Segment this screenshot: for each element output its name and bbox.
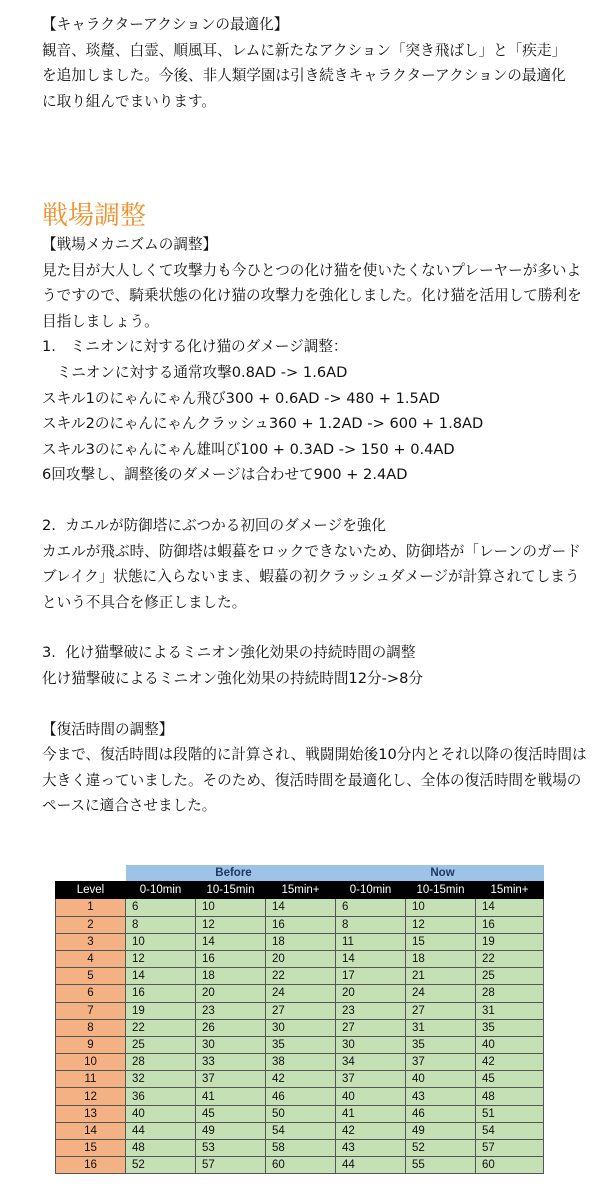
group-header-before: Before — [126, 865, 336, 882]
respawn-time-cell: 30 — [266, 1019, 336, 1036]
level-cell: 8 — [56, 1019, 126, 1036]
respawn-line-2: 大きく違っていました。そのため、復活時間を最適化し、全体の復活時間を戦場の — [42, 771, 582, 789]
respawn-time-cell: 19 — [476, 933, 544, 950]
respawn-time-cell: 17 — [336, 968, 406, 985]
battlefield-subheading: 【戦場メカニズムの調整】 — [42, 236, 218, 253]
respawn-time-cell: 34 — [336, 1054, 406, 1071]
column-header: 15min+ — [266, 882, 336, 899]
respawn-time-cell: 27 — [266, 1002, 336, 1019]
section-character-actions — [42, 12, 602, 114]
respawn-time-cell: 43 — [336, 1140, 406, 1157]
table-row — [56, 933, 544, 950]
respawn-time-cell: 49 — [406, 1122, 476, 1139]
respawn-time-cell: 42 — [336, 1122, 406, 1139]
respawn-time-cell: 40 — [406, 1071, 476, 1088]
respawn-time-cell: 16 — [476, 916, 544, 933]
table-row — [56, 1036, 544, 1053]
respawn-time-cell: 37 — [196, 1071, 266, 1088]
respawn-time-cell: 20 — [266, 950, 336, 967]
respawn-time-cell: 10 — [406, 899, 476, 916]
respawn-time-cell: 35 — [406, 1036, 476, 1053]
table-row — [56, 916, 544, 933]
level-cell: 9 — [56, 1036, 126, 1053]
respawn-time-cell: 26 — [196, 1019, 266, 1036]
respawn-time-cell: 12 — [196, 916, 266, 933]
respawn-time-cell: 54 — [266, 1122, 336, 1139]
character-actions-line-2: を追加しました。今後、非人類学園は引き続きキャラクターアクションの最適化 — [42, 67, 566, 85]
respawn-time-cell: 20 — [196, 985, 266, 1002]
table-row — [56, 950, 544, 967]
column-header: 10-15min — [196, 882, 266, 899]
item2-line-4: という不具合を修正しました。 — [42, 593, 247, 611]
respawn-time-table — [55, 865, 544, 1174]
column-header: 0-10min — [336, 882, 406, 899]
respawn-time-cell: 18 — [406, 950, 476, 967]
respawn-time-cell: 23 — [336, 1002, 406, 1019]
respawn-time-cell: 21 — [406, 968, 476, 985]
table-row — [56, 985, 544, 1002]
respawn-time-cell: 38 — [266, 1054, 336, 1071]
table-column-header-row — [56, 882, 544, 899]
item3-line-1: 3. 化け猫撃破によるミニオン強化効果の持続時間の調整 — [42, 644, 416, 662]
table-row — [56, 1122, 544, 1139]
respawn-time-cell: 36 — [126, 1088, 196, 1105]
respawn-time-cell: 27 — [406, 1002, 476, 1019]
item1-line-1: 1. ミニオンに対する化け猫のダメージ調整： — [42, 338, 348, 356]
level-cell: 14 — [56, 1122, 126, 1139]
respawn-time-cell: 18 — [266, 933, 336, 950]
respawn-time-cell: 14 — [126, 968, 196, 985]
column-header: Level — [56, 882, 126, 899]
respawn-time-cell: 12 — [406, 916, 476, 933]
level-cell: 16 — [56, 1157, 126, 1174]
respawn-time-cell: 42 — [476, 1054, 544, 1071]
level-cell: 1 — [56, 899, 126, 916]
respawn-time-cell: 41 — [336, 1105, 406, 1122]
respawn-time-cell: 46 — [266, 1088, 336, 1105]
respawn-line-1: 今まで、復活時間は段階的に計算され、戦闘開始後10分内とそれ以降の復活時間は — [42, 746, 587, 764]
item2-line-2: カエルが飛ぶ時、防御塔は蝦蟇をロックできないため、防御塔が「レーンのガード — [42, 542, 581, 560]
respawn-time-cell: 16 — [266, 916, 336, 933]
respawn-time-cell: 22 — [476, 950, 544, 967]
respawn-time-cell: 24 — [266, 985, 336, 1002]
respawn-time-cell: 44 — [126, 1122, 196, 1139]
respawn-time-cell: 43 — [406, 1088, 476, 1105]
respawn-time-cell: 10 — [126, 933, 196, 950]
respawn-time-cell: 37 — [336, 1071, 406, 1088]
character-actions-line-1: 観音、琰釐、白霊、順風耳、レムに新たなアクション「突き飛ばし」と「疾走」 — [42, 41, 567, 59]
respawn-time-cell: 10 — [196, 899, 266, 916]
respawn-time-cell: 60 — [476, 1157, 544, 1174]
respawn-time-cell: 14 — [336, 950, 406, 967]
item1-line-3: スキル1のにゃんにゃん飛び300 + 0.6AD -> 480 + 1.5AD — [42, 389, 441, 407]
respawn-time-cell: 60 — [266, 1157, 336, 1174]
respawn-time-cell: 50 — [266, 1105, 336, 1122]
respawn-time-cell: 14 — [196, 933, 266, 950]
respawn-time-cell: 33 — [196, 1054, 266, 1071]
level-cell: 7 — [56, 1002, 126, 1019]
character-actions-subheading: 【キャラクターアクションの最適化】 — [42, 16, 289, 33]
respawn-subheading: 【復活時間の調整】 — [42, 720, 174, 738]
table-row — [56, 1105, 544, 1122]
level-cell: 12 — [56, 1088, 126, 1105]
respawn-time-cell: 53 — [196, 1140, 266, 1157]
respawn-time-cell: 41 — [196, 1088, 266, 1105]
respawn-time-cell: 57 — [196, 1157, 266, 1174]
respawn-line-3: ペースに適合させました。 — [42, 797, 217, 815]
level-cell: 13 — [56, 1105, 126, 1122]
level-cell: 3 — [56, 933, 126, 950]
respawn-time-cell: 20 — [336, 985, 406, 1002]
respawn-time-cell: 45 — [196, 1105, 266, 1122]
item3-line-2: 化け猫撃破によるミニオン強化効果の持続時間12分->8分 — [42, 669, 424, 687]
respawn-time-cell: 8 — [336, 916, 406, 933]
table-row — [56, 899, 544, 916]
respawn-time-cell: 46 — [406, 1105, 476, 1122]
respawn-time-cell: 14 — [266, 899, 336, 916]
respawn-time-cell: 8 — [126, 916, 196, 933]
respawn-time-cell: 35 — [266, 1036, 336, 1053]
respawn-time-cell: 23 — [196, 1002, 266, 1019]
item1-line-6: 6回攻撃し、調整後のダメージは合わせて900 + 2.4AD — [42, 466, 408, 484]
section-battlefield — [42, 200, 602, 819]
respawn-time-cell: 31 — [406, 1019, 476, 1036]
table-body — [56, 899, 544, 1174]
column-header: 0-10min — [126, 882, 196, 899]
respawn-time-cell: 48 — [476, 1088, 544, 1105]
table-row — [56, 1088, 544, 1105]
group-header-now: Now — [336, 865, 544, 882]
respawn-time-cell: 40 — [336, 1088, 406, 1105]
respawn-time-cell: 25 — [476, 968, 544, 985]
table-row — [56, 1157, 544, 1174]
table-row — [56, 1002, 544, 1019]
respawn-time-cell: 14 — [476, 899, 544, 916]
item1-line-2: ミニオンに対する通常攻撃0.8AD -> 1.6AD — [42, 363, 348, 381]
respawn-time-cell: 42 — [266, 1071, 336, 1088]
battlefield-heading: 戦場調整 — [42, 201, 147, 231]
respawn-time-cell: 37 — [406, 1054, 476, 1071]
respawn-time-cell: 52 — [126, 1157, 196, 1174]
respawn-time-cell: 15 — [406, 933, 476, 950]
respawn-time-cell: 11 — [336, 933, 406, 950]
table-group-header-row — [56, 865, 544, 882]
respawn-time-cell: 55 — [406, 1157, 476, 1174]
level-cell: 10 — [56, 1054, 126, 1071]
respawn-time-cell: 48 — [126, 1140, 196, 1157]
respawn-time-cell: 52 — [406, 1140, 476, 1157]
item2-line-1: 2. カエルが防御塔にぶつかる初回のダメージを強化 — [42, 516, 386, 534]
column-header: 10-15min — [406, 882, 476, 899]
respawn-time-cell: 19 — [126, 1002, 196, 1019]
character-actions-line-3: に取り組んでまいります。 — [42, 92, 216, 110]
respawn-time-cell: 22 — [126, 1019, 196, 1036]
table-row — [56, 1019, 544, 1036]
respawn-time-cell: 6 — [126, 899, 196, 916]
respawn-time-cell: 28 — [126, 1054, 196, 1071]
respawn-time-cell: 44 — [336, 1157, 406, 1174]
respawn-time-cell: 6 — [336, 899, 406, 916]
respawn-time-cell: 40 — [476, 1036, 544, 1053]
respawn-time-cell: 57 — [476, 1140, 544, 1157]
respawn-time-cell: 12 — [126, 950, 196, 967]
level-cell: 2 — [56, 916, 126, 933]
respawn-time-cell: 16 — [126, 985, 196, 1002]
item1-line-5: スキル3のにゃんにゃん雄叫び100 + 0.3AD -> 150 + 0.4AD — [42, 440, 455, 458]
level-cell: 5 — [56, 968, 126, 985]
respawn-time-cell: 16 — [196, 950, 266, 967]
respawn-time-cell: 30 — [336, 1036, 406, 1053]
item1-line-4: スキル2のにゃんにゃんクラッシュ360 + 1.2AD -> 600 + 1.8AD — [42, 415, 484, 433]
level-cell: 6 — [56, 985, 126, 1002]
respawn-time-cell: 24 — [406, 985, 476, 1002]
battlefield-intro-line-2: うですので、騎乗状態の化け猫の攻撃力を強化しました。化け猫を活用して勝利を — [42, 287, 582, 305]
respawn-time-cell: 32 — [126, 1071, 196, 1088]
respawn-time-cell: 58 — [266, 1140, 336, 1157]
table-row — [56, 968, 544, 985]
respawn-time-cell: 49 — [196, 1122, 266, 1139]
respawn-time-cell: 27 — [336, 1019, 406, 1036]
respawn-time-cell: 45 — [476, 1071, 544, 1088]
level-cell: 11 — [56, 1071, 126, 1088]
battlefield-intro-line-1: 見た目が大人しくて攻撃力も今ひとつの化け猫を使いたくないプレーヤーが多いよ — [42, 261, 582, 279]
column-header: 15min+ — [476, 882, 544, 899]
respawn-time-cell: 31 — [476, 1002, 544, 1019]
item2-line-3: ブレイク」状態に入らないまま、蝦蟇の初クラッシュダメージが計算されてしまう — [42, 568, 580, 586]
level-cell: 15 — [56, 1140, 126, 1157]
respawn-time-cell: 35 — [476, 1019, 544, 1036]
level-cell: 4 — [56, 950, 126, 967]
respawn-time-cell: 18 — [196, 968, 266, 985]
respawn-time-cell: 40 — [126, 1105, 196, 1122]
respawn-time-cell: 25 — [126, 1036, 196, 1053]
respawn-time-cell: 54 — [476, 1122, 544, 1139]
respawn-time-cell: 30 — [196, 1036, 266, 1053]
table-row — [56, 1054, 544, 1071]
respawn-time-cell: 28 — [476, 985, 544, 1002]
table-row — [56, 1140, 544, 1157]
respawn-time-cell: 22 — [266, 968, 336, 985]
table-row — [56, 1071, 544, 1088]
respawn-time-cell: 51 — [476, 1105, 544, 1122]
battlefield-intro-line-3: 目指しましょう。 — [42, 312, 159, 330]
